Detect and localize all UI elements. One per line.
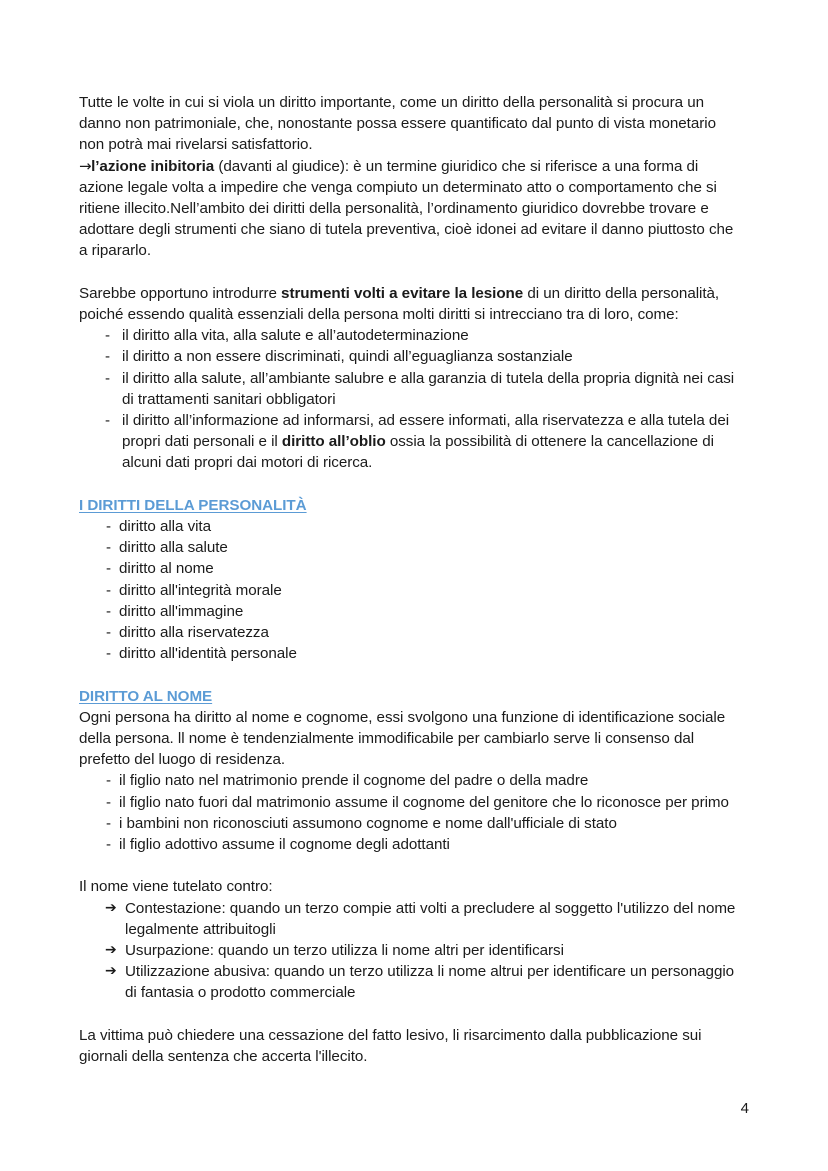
right-arrow-bullet-icon: ➔ [105,942,117,959]
dash-bullet-icon: - [105,348,111,366]
heading-diritti-della-personalita: I DIRITTI DELLA PERSONALITÀ [79,496,307,514]
list-item [79,898,745,940]
dash-bullet-icon: - [106,624,112,642]
spacer [79,1004,745,1025]
dash-bullet-icon: - [105,412,111,430]
list-item-rest: ossia la possibilità di ottenere la cancellazione di alcuni dati propri dai motori di ricerca. [122,433,714,472]
list-item [79,537,745,558]
dash-bullet-icon: - [105,369,111,387]
list-diritti-personalita [79,516,745,664]
heading-diritto-al-nome: DIRITTO AL NOME [79,687,213,705]
dash-bullet-icon: - [106,793,112,811]
list-item [79,410,745,474]
list-item [79,558,745,579]
list-strumenti [79,325,745,473]
list-item-label: Contestazione: quando un terzo compie atti volti a precludere al soggetto l'utilizzo del nome legalmente attribuitogli [125,899,736,938]
list-item [79,368,745,410]
list-item-label: diritto alla salute [119,539,228,557]
list-item [79,961,745,1003]
list-item-label: diritto all'immagine [119,602,244,620]
list-item [79,622,745,643]
list-item-label: Utilizzazione abusiva: quando un terzo utilizza li nome altrui per identificare un personaggio di fantasia o prodotto commerciale [125,963,735,1002]
list-item-label: il figlio nato nel matrimonio prende il cognome del padre o della madre [119,772,589,790]
paragraph-azione-inibitoria [79,156,745,262]
spacer [79,664,745,685]
list-item-label: i bambini non riconosciuti assumono cognome e nome dall'ufficiale di stato [119,814,617,832]
strumenti-bold-term: strumenti volti a evitare la lesione [281,284,524,302]
list-cognome-regole [79,770,745,855]
list-item-label: diritto all'identità personale [119,645,297,663]
list-item [79,813,745,834]
paragraph-diritto-al-nome: Ogni persona ha diritto al nome e cognome, essi svolgono una funzione di identificazione sociale della persona. ll nome è tendenzialmente immodificabile per cambiarlo serve li consenso dal prefetto del luogo di residenza. [79,708,726,769]
list-item-label: diritto al nome [119,560,214,578]
list-item-label: diritto all'integrità morale [119,581,282,599]
list-item [79,516,745,537]
list-item [79,792,745,813]
list-item-label: il figlio nato fuori dal matrimonio assume il cognome del genitore che lo riconosce per primo [119,793,729,811]
list-item-label: il diritto alla salute, all’ambiante salubre e alla garanzia di tutela della propria dignità nei casi di trattamenti sanitari obbligatori [122,369,735,408]
page-number: 4 [740,1100,749,1117]
list-item-label: il figlio adottivo assume il cognome degli adottanti [119,836,450,854]
diritto-all-oblio-term: diritto all’oblio [281,433,386,451]
paragraph-tutela-nome: Il nome viene tutelato contro: [79,878,273,896]
strumenti-rest: di un diritto della personalità, poiché essendo qualità essenziali della persona molti diritti si intrecciano tra di loro, come: [79,284,720,324]
list-item [79,601,745,622]
list-item-label: Usurpazione: quando un terzo utilizza li nome altri per identificarsi [125,942,564,960]
list-tutela-nome [79,898,745,1004]
list-item [79,770,745,791]
right-arrow-bullet-icon: ➔ [105,963,117,980]
list-item [79,580,745,601]
list-item [79,325,745,346]
dash-bullet-icon: - [106,539,112,557]
strumenti-lead: Sarebbe opportuno introdurre [79,284,282,302]
dash-bullet-icon: - [106,581,112,599]
list-item [79,940,745,961]
right-arrow-icon: → [79,156,92,175]
list-item [79,834,745,855]
list-item-label: diritto alla vita [119,518,212,536]
spacer [79,474,745,495]
dash-bullet-icon: - [106,772,112,790]
dash-bullet-icon: - [106,602,112,620]
azione-inibitoria-body: (davanti al giudice): è un termine giuridico che si riferisce a una forma di azione legale volta a impedire che venga compiuto un determinato atto o comportamento che si ritiene illecito.Nell’ambito dei diritti della personalità, l’ordinamento giuridico dovrebbe trovare e adottare degli strumenti che siano di tutela preventiva, cioè idonei ad evitare il danno piuttosto che a ripararlo. [79,157,734,260]
dash-bullet-icon: - [106,836,112,854]
list-item [79,346,745,367]
dash-bullet-icon: - [106,814,112,832]
list-item [79,643,745,664]
page-content [79,92,745,1067]
dash-bullet-icon: - [106,518,112,536]
paragraph-danno-non-patrimoniale: Tutte le volte in cui si viola un diritto importante, come un diritto della personalità si procura un danno non patrimoniale, che, nonostante possa essere quantificato dal punto di vista monetario non potrà mai rivelarsi satisfattorio. [79,94,716,154]
spacer [79,855,745,876]
paragraph-vittima-cessazione: La vittima può chiedere una cessazione del fatto lesivo, li risarcimento dalla pubblicazione sui giornali della sentenza che accerta l'illecito. [79,1026,702,1066]
azione-inibitoria-term: l’azione inibitoria [91,157,215,175]
paragraph-strumenti [79,283,745,325]
list-item-lead: il diritto all’informazione ad informarsi, ad essere informati, alla riservatezza e alla tutela dei propri dati personali e il [122,412,730,451]
dash-bullet-icon: - [105,327,111,345]
dash-bullet-icon: - [106,645,112,663]
dash-bullet-icon: - [106,560,112,578]
spacer [79,262,745,283]
list-item-label: il diritto alla vita, alla salute e all’autodeterminazione [122,327,469,345]
list-item-label: il diritto a non essere discriminati, quindi all’eguaglianza sostanziale [122,348,573,366]
list-item-label: diritto alla riservatezza [119,624,269,642]
right-arrow-bullet-icon: ➔ [105,899,117,916]
